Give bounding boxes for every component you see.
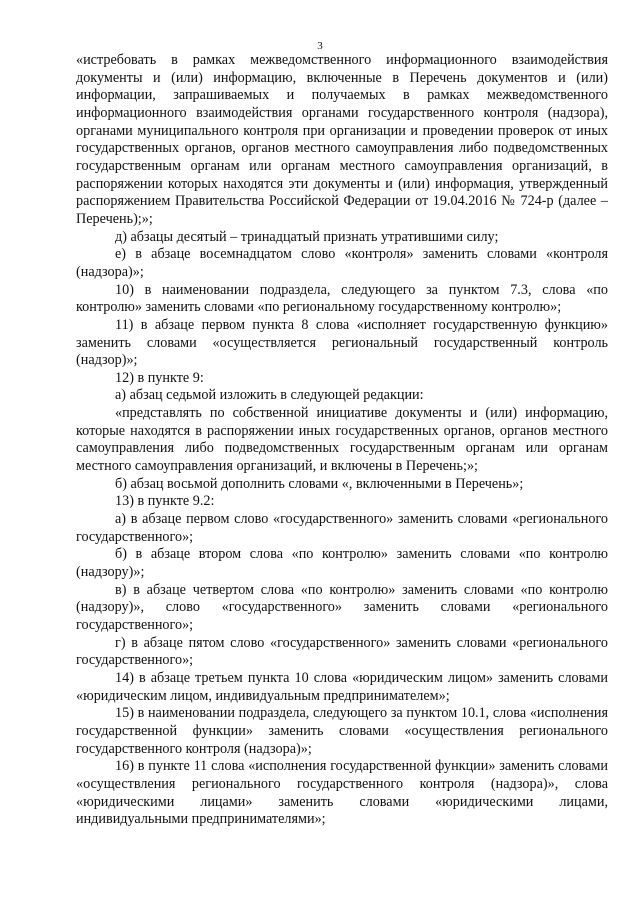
paragraph: 13) в пункте 9.2: xyxy=(115,493,215,510)
paragraph: «представлять по собственной инициативе документы и (или) информацию, которые находятся в распоряжении иных государственных органов, органов местного самоуправления либо подведомственных государственным органам или органам местного самоуправления организаций, и включены в Перечень;»; xyxy=(76,405,608,475)
paragraph: «истребовать в рамках межведомственного информационного взаимодействия документы и (или) информацию, включенные в Перечень документов и (или) информации, запрашиваемых и получаемых в рамках межведомственного информационного взаимодействия органами государственного контроля (надзора), органами муниципального контроля при организации и проведении проверок от иных государственных органов, органов местного самоуправления либо подведомственных государственным органам или органам местного самоуправления организаций, в распоряжении которых находятся эти документы и (или) информация, утвержденный распоряжением Правительства Российской Федерации от 19.04.2016 № 724-р (далее – Перечень);»; xyxy=(76,52,608,227)
document-body xyxy=(76,52,608,829)
paragraph: е) в абзаце восемнадцатом слово «контроля» заменить словами «контроля (надзора)»; xyxy=(76,246,608,280)
paragraph: 14) в абзаце третьем пункта 10 слова «юридическим лицом» заменить словами «юридическим лицом, индивидуальным предпринимателем»; xyxy=(76,669,608,704)
paragraph: б) в абзаце втором слова «по контролю» заменить словами «по контролю (надзору)»; xyxy=(76,546,608,581)
paragraph: в) в абзаце четвертом слова «по контролю» заменить словами «по контролю (надзору)», слово «государственного» заменить словами «регионального государственного»; xyxy=(76,581,608,633)
paragraph: б) абзац восьмой дополнить словами «, включенными в Перечень»; xyxy=(115,475,524,492)
paragraph: 11) в абзаце первом пункта 8 слова «исполняет государственную функцию» заменить словами «осуществляется региональный государственный контроль (надзор)»; xyxy=(76,316,608,369)
paragraph: 15) в наименовании подраздела, следующего за пунктом 10.1, слова «исполнения государственной функции» заменить словами «осуществления регионального государственного контроля (надзора)»; xyxy=(76,705,608,757)
page-number: 3 xyxy=(317,40,323,52)
paragraph: а) в абзаце первом слово «государственного» заменить словами «регионального государственного»; xyxy=(76,511,608,545)
paragraph: а) абзац седьмой изложить в следующей редакции: xyxy=(115,387,424,404)
paragraph: 10) в наименовании подраздела, следующего за пунктом 7.3, слова «по контролю» заменить словами «по региональному государственному контролю»; xyxy=(76,281,608,316)
paragraph: д) абзацы десятый – тринадцатый признать утратившими силу; xyxy=(115,228,499,245)
paragraph: 12) в пункте 9: xyxy=(115,369,204,386)
paragraph: г) в абзаце пятом слово «государственного» заменить словами «регионального государственного»; xyxy=(76,634,608,669)
paragraph: 16) в пункте 11 слова «исполнения государственной функции» заменить словами «осуществления регионального государственного контроля (надзора)», слова «юридическими лицами» заменить словами «юридическими лицами, индивидуальными предпринимателями»; xyxy=(76,758,608,828)
